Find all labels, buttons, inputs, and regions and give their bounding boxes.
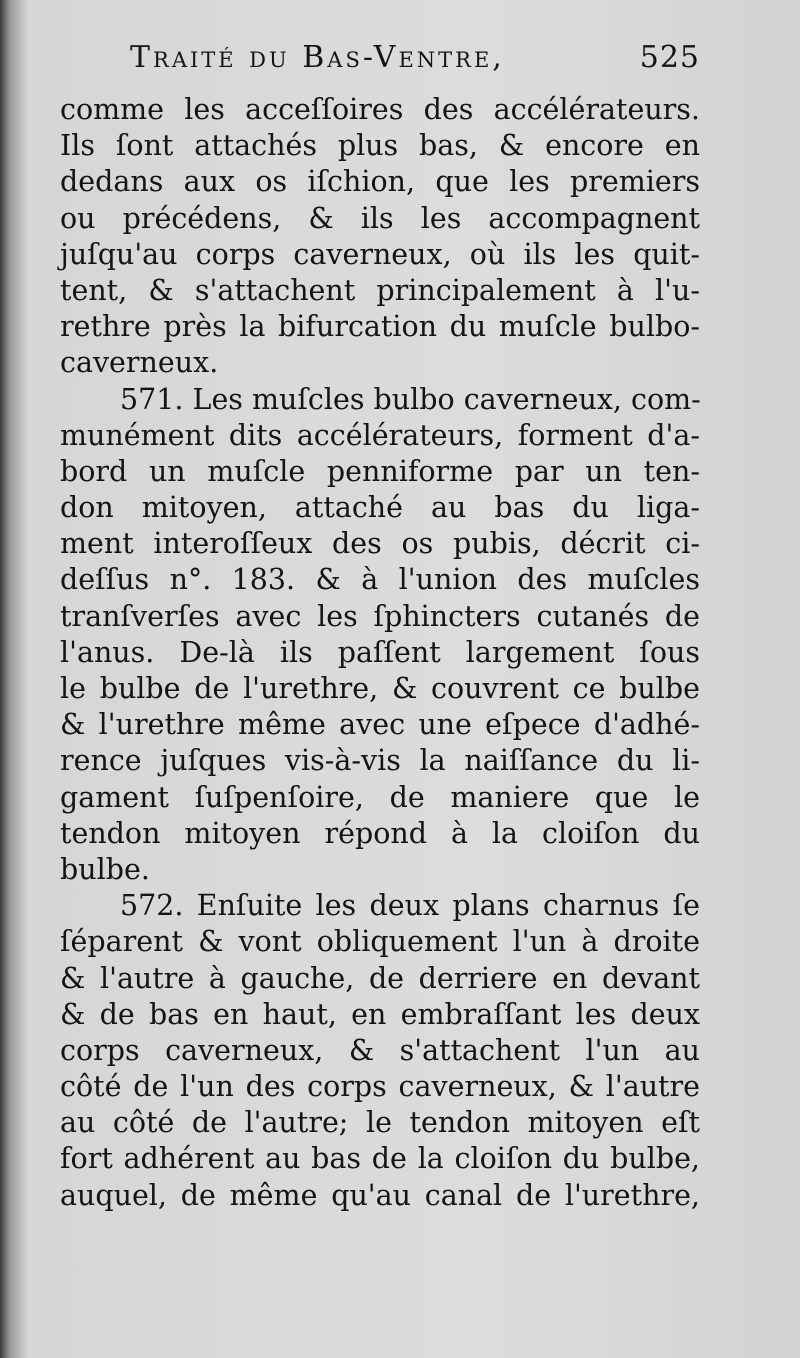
page-number: 525: [639, 40, 700, 75]
text-line: bord un muſcle penniforme par un ten-: [60, 454, 700, 488]
text-line: ment interoſſeux des os pubis, décrit ci-: [60, 527, 700, 561]
text-line: rence juſques vis-à-vis la naiſſance du li-: [60, 744, 700, 778]
text-line: corps caverneux, & s'attachent l'un au: [60, 1033, 700, 1067]
text-line: caverneux.: [60, 346, 219, 380]
text-line: ſéparent & vont obliquement l'un à droite: [60, 925, 700, 959]
paragraph-571-start: 571. Les muſcles bulbo caverneux, com-: [120, 382, 701, 416]
paragraph-572-start: 572. Enſuite les deux plans charnus ſe: [120, 889, 700, 923]
text-line: juſqu'au corps caverneux, où ils les quit-: [60, 237, 700, 271]
page-text: [60, 40, 700, 1214]
text-line: & l'urethre même avec une eſpece d'adhé-: [60, 708, 700, 742]
text-line: au côté de l'autre; le tendon mitoyen eſt: [60, 1106, 700, 1140]
text-line: tent, & s'attachent principalement à l'u-: [60, 273, 700, 307]
text-line: & de bas en haut, en embraſſant les deux: [60, 997, 700, 1031]
text-line: tendon mitoyen répond à la cloiſon du: [60, 816, 700, 850]
text-line: comme les acceſſoires des accélérateurs.: [60, 93, 700, 126]
text-line: gament ſuſpenſoire, de maniere que le: [60, 780, 700, 814]
text-line: deſſus n°. 183. & à l'union des muſcles: [60, 563, 700, 597]
text-line: l'anus. De-là ils paſſent largement ſous: [60, 635, 700, 669]
text-line: Ils ſont attachés plus bas, & encore en: [60, 129, 700, 163]
text-line: dedans aux os iſchion, que les premiers: [60, 165, 700, 199]
text-line: ou précédens, & ils les accompagnent: [60, 201, 700, 235]
text-line: le bulbe de l'urethre, & couvrent ce bulbe: [60, 672, 700, 705]
text-line: côté de l'un des corps caverneux, & l'autre: [60, 1070, 700, 1104]
text-line: tranſverſes avec les ſphincters cutanés de: [60, 599, 700, 633]
text-line: fort adhérent au bas de la cloiſon du bulbe,: [60, 1142, 700, 1176]
running-head: [130, 40, 700, 92]
text-line: auquel, de même qu'au canal de l'urethre,: [60, 1178, 700, 1212]
text-line: don mitoyen, attaché au bas du liga-: [60, 491, 700, 525]
text-line: rethre près la bifurcation du muſcle bulbo-: [60, 310, 700, 344]
running-title: Traité du Bas-Ventre,: [130, 40, 505, 75]
text-line: bulbe.: [60, 852, 150, 886]
text-line: & l'autre à gauche, de derriere en devant: [60, 961, 700, 995]
text-line: munément dits accélérateurs, forment d'a-: [60, 418, 700, 452]
